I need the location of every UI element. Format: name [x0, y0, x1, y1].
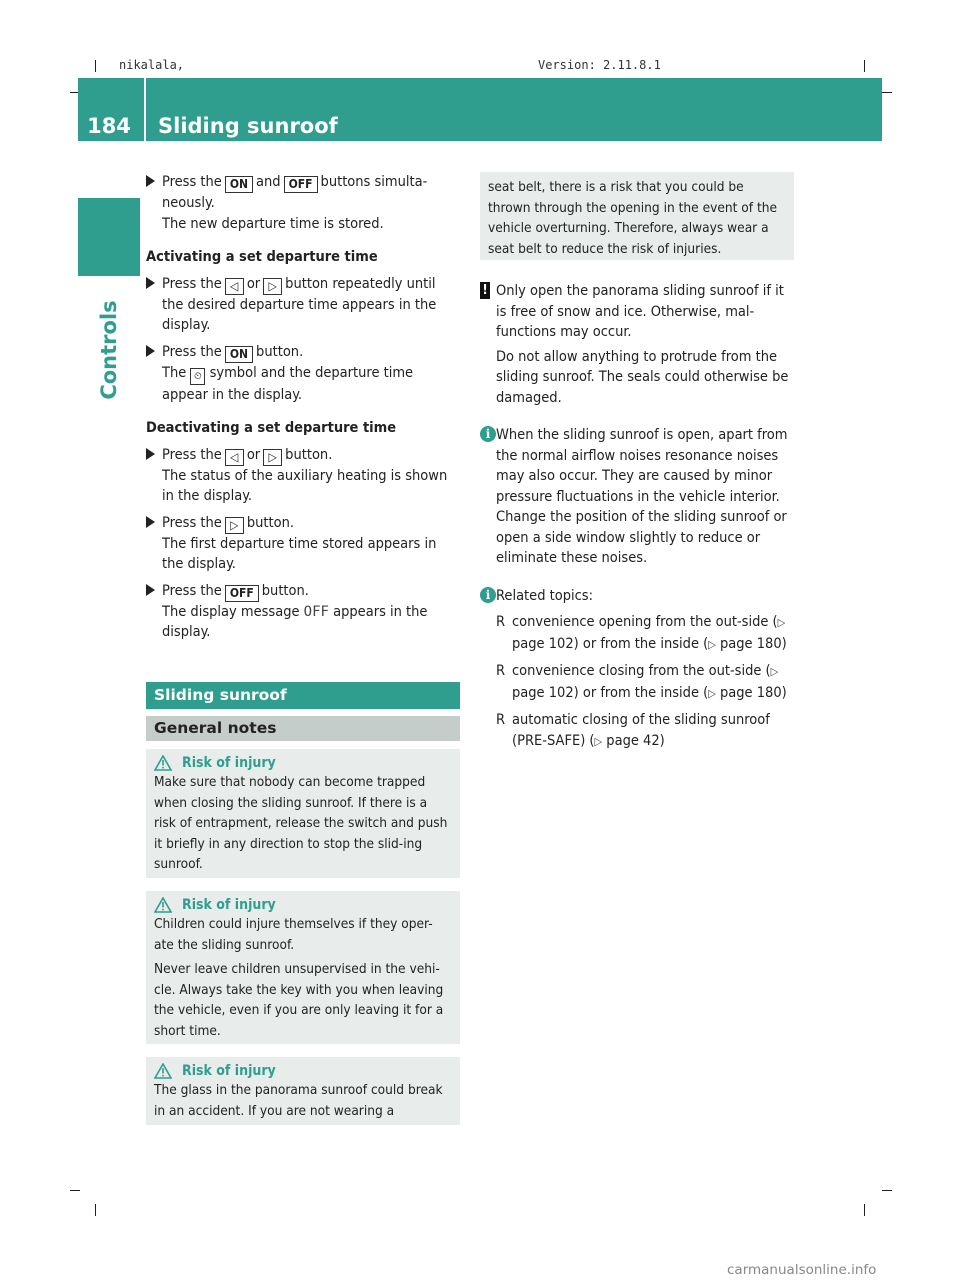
text: or [246, 275, 261, 292]
page-link[interactable]: page 180) [720, 684, 787, 701]
list-item: R convenience closing from the out-side (▷ page 102) or from the inside (▷ page 180) [496, 663, 787, 701]
page-link[interactable]: page 180) [720, 635, 787, 652]
info-note [480, 586, 796, 753]
step-result: The first departure time stored appears in the display. [162, 535, 437, 572]
warning-box [146, 891, 460, 1044]
step-arrow-icon [146, 448, 155, 460]
bullet-mark: R [496, 614, 506, 630]
warning-triangle-icon [154, 897, 172, 913]
warning-text: Children could injure themselves if they oper-ate the sliding sunroof. [154, 916, 433, 953]
warning-box [146, 749, 460, 878]
warning-text: seat belt, there is a risk that you could be thrown through the opening in the event of the vehicle overturning. Therefore, always wear a seat belt to reduce the risk of injuries. [488, 179, 778, 257]
crop-mark [882, 92, 892, 93]
step-result: The status of the auxiliary heating is shown in the display. [162, 467, 448, 504]
crop-mark [95, 60, 96, 72]
page-title: Sliding sunroof [158, 114, 338, 138]
print-info-left: nikalala, [119, 58, 185, 72]
info-note [480, 425, 796, 569]
page-ref-arrow-icon: ▷ [708, 686, 716, 700]
on-key-icon: ON [225, 176, 253, 193]
header-separator [144, 78, 146, 141]
crop-mark [882, 1190, 892, 1191]
text: button repeatedly until the desired departure time appears in the display. [162, 275, 437, 333]
page-ref-arrow-icon: ▷ [708, 637, 716, 651]
text: automatic closing of the sliding sunroof (PRE-SAFE) ( [512, 712, 770, 749]
text: Press the [162, 582, 222, 599]
step-item [146, 274, 460, 336]
page-ref-arrow-icon: ▷ [594, 734, 603, 748]
warning-box [146, 1057, 460, 1125]
warning-text: The glass in the panorama sunroof could break in an accident. If you are not wearing a [154, 1082, 443, 1119]
text: or [246, 446, 261, 463]
text: button. [261, 582, 309, 599]
step-result: The new departure time is stored. [162, 215, 384, 232]
note-text: Related topics: [496, 587, 593, 604]
text: Press the [162, 514, 222, 531]
warning-box-continued [480, 172, 794, 260]
step-item [146, 581, 460, 602]
bullet-mark: R [496, 663, 506, 679]
right-arrow-key-icon: ▷ [225, 517, 244, 534]
info-icon: i [480, 587, 496, 603]
side-tab-label: Controls [97, 300, 121, 400]
text: appears in the display. [162, 603, 428, 640]
warning-title: Risk of injury [182, 897, 276, 913]
step-item [146, 513, 460, 534]
left-arrow-key-icon: ◁ [225, 278, 244, 295]
warning-title: Risk of injury [182, 755, 276, 771]
section-heading: Activating a set departure time [146, 249, 378, 265]
page-number: 184 [87, 114, 131, 138]
text: button. [256, 343, 304, 360]
text: buttons simulta-neously. [162, 174, 428, 211]
heater-symbol-icon: ⏲ [190, 368, 205, 385]
warning-header [154, 1063, 452, 1079]
list-item [496, 710, 796, 752]
step-arrow-icon [146, 175, 155, 187]
right-arrow-key-icon: ▷ [263, 449, 282, 466]
page-link[interactable]: page 102) or from the inside [512, 684, 699, 701]
exclamation-icon: ! [480, 282, 490, 299]
note-text: Only open the panorama sliding sunroof if it is free of snow and ice. Otherwise, mal-functions may occur. [496, 283, 784, 340]
page-ref-arrow-icon: ▷ [777, 616, 786, 629]
text: Press the [162, 343, 222, 360]
step-arrow-icon [146, 345, 155, 357]
display-message: OFF [303, 603, 329, 620]
warning-text: Make sure that nobody can become trapped when closing the sliding sunroof. If there is a risk of entrapment, release the switch and push it briefly in any direction to stop the slid-ing sunroof. [154, 774, 448, 872]
text: button. [285, 446, 333, 463]
text: and [256, 174, 281, 190]
info-icon: i [480, 426, 496, 442]
text: Press the [162, 446, 222, 463]
step-arrow-icon [146, 584, 155, 596]
step-arrow-icon [146, 516, 155, 528]
text: button. [246, 514, 294, 531]
step-arrow-icon [146, 277, 155, 289]
bullet-mark: R [496, 712, 506, 728]
print-info-right: Version: 2.11.8.1 [538, 58, 661, 72]
crop-mark [70, 1190, 80, 1191]
crop-mark [864, 60, 865, 72]
warning-triangle-icon [154, 1063, 172, 1079]
left-arrow-key-icon: ◁ [225, 449, 244, 466]
text: symbol and the departure time appear in the display. [162, 364, 414, 403]
warning-triangle-icon [154, 755, 172, 771]
right-arrow-key-icon: ▷ [263, 278, 282, 295]
subsection-band: General notes [146, 716, 460, 741]
step-item [146, 445, 460, 466]
on-key-icon: ON [225, 346, 253, 363]
step-result [146, 363, 460, 406]
crop-mark [95, 1204, 96, 1216]
page-link[interactable]: page 102) or from the inside [512, 635, 699, 652]
step-result [146, 602, 460, 643]
text: The display message [162, 603, 300, 620]
text: Press the [162, 275, 222, 292]
text: Press the [162, 174, 222, 190]
note-text: Do not allow anything to protrude from the sliding sunroof. The seals could otherwise be damaged. [496, 348, 789, 406]
watermark-text: carmanualsonline.info [727, 1262, 877, 1278]
page-ref-arrow-icon: ▷ [770, 665, 779, 678]
warning-header [154, 897, 452, 913]
warning-header [154, 755, 452, 771]
page-link[interactable]: page 42) [606, 732, 665, 749]
section-heading: Deactivating a set departure time [146, 420, 397, 436]
warning-text: Never leave children unsupervised in the vehi-cle. Always take the key with you when leaving the vehicle, even if you are only leaving it for a short time. [154, 961, 444, 1039]
crop-mark [864, 1204, 865, 1216]
right-column [480, 281, 796, 752]
section-title-band: Sliding sunroof [146, 682, 460, 709]
off-key-icon: OFF [225, 585, 259, 602]
list-item: R convenience opening from the out-side (▷ page 102) or from the inside (▷ page 180) [496, 614, 787, 652]
off-key-icon: OFF [284, 176, 318, 193]
text: convenience closing from the out-side ( [512, 663, 771, 679]
step-item [146, 172, 460, 214]
warning-title: Risk of injury [182, 1063, 276, 1079]
step-item [146, 342, 460, 363]
caution-note [480, 281, 796, 408]
left-column [146, 172, 460, 643]
text: The [162, 364, 187, 381]
side-tab [78, 198, 140, 276]
text: convenience opening from the out-side ( [512, 614, 778, 630]
note-text: When the sliding sunroof is open, apart from the normal airflow noises resonance noises may also occur. They are caused by minor pressure fluctuations in the vehicle interior. Change the position of the sliding sunroof or open a side window slightly to reduce or eliminate these noises. [496, 427, 788, 566]
